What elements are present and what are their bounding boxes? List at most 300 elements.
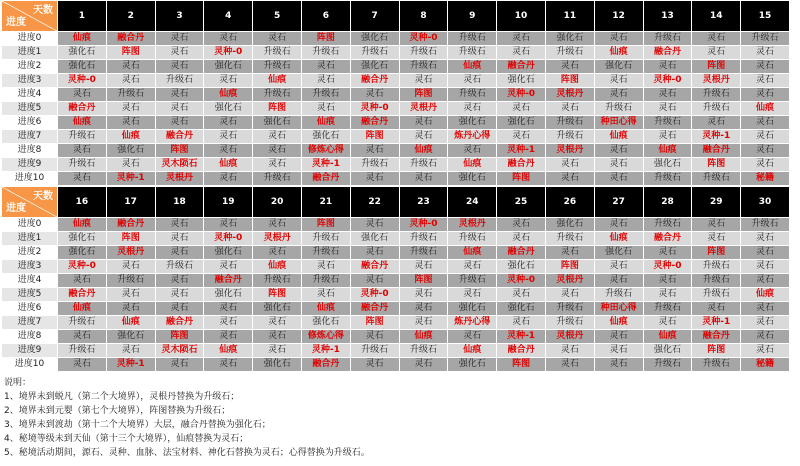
reward-cell: 灵石 — [399, 316, 448, 330]
reward-cell: 阵图 — [301, 218, 350, 232]
reward-cell: 阵图 — [497, 172, 546, 186]
table-row — [2, 316, 790, 330]
reward-cell: 融合丹 — [692, 144, 741, 158]
reward-cell: 升级石 — [399, 246, 448, 260]
reward-cell: 强化石 — [253, 116, 302, 130]
reward-cell: 灵石 — [643, 288, 692, 302]
reward-cell: 升级石 — [545, 316, 594, 330]
reward-cell: 升级石 — [106, 88, 155, 102]
progress-label: 进度9 — [2, 158, 58, 172]
reward-cell: 灵石 — [692, 46, 741, 60]
schedule-table-2 — [1, 186, 790, 372]
reward-cell: 灵石 — [545, 60, 594, 74]
reward-cell: 修炼心得 — [301, 144, 350, 158]
reward-cell: 强化石 — [545, 218, 594, 232]
reward-cell: 灵石 — [594, 260, 643, 274]
reward-cell: 升级石 — [253, 274, 302, 288]
reward-cell: 强化石 — [448, 302, 497, 316]
reward-cell: 升级石 — [692, 358, 741, 372]
reward-cell: 灵石 — [301, 288, 350, 302]
reward-cell: 灵石 — [301, 260, 350, 274]
reward-cell: 炼丹心得 — [448, 316, 497, 330]
reward-cell: 灵石 — [204, 358, 253, 372]
table-row — [2, 218, 790, 232]
table-row — [2, 32, 790, 46]
reward-cell: 融合丹 — [643, 232, 692, 246]
reward-cell: 仙痕 — [399, 330, 448, 344]
day-header: 12 — [594, 1, 643, 32]
reward-cell: 灵石 — [545, 344, 594, 358]
reward-cell: 灵木陨石 — [155, 158, 204, 172]
reward-cell: 强化石 — [204, 246, 253, 260]
day-header: 25 — [497, 187, 546, 218]
reward-cell: 灵石 — [497, 218, 546, 232]
reward-cell: 灵石 — [253, 218, 302, 232]
reward-cell: 灵石 — [594, 32, 643, 46]
reward-cell: 灵石 — [58, 88, 107, 102]
reward-cell: 灵种-1 — [692, 316, 741, 330]
reward-cell: 升级石 — [545, 232, 594, 246]
reward-cell: 灵石 — [497, 316, 546, 330]
reward-cell: 融合丹 — [497, 158, 546, 172]
progress-label: 进度0 — [2, 32, 58, 46]
reward-cell: 强化石 — [643, 344, 692, 358]
reward-cell: 阵图 — [253, 288, 302, 302]
day-header: 6 — [301, 1, 350, 32]
reward-cell: 灵石 — [106, 116, 155, 130]
reward-cell: 灵石 — [253, 32, 302, 46]
reward-cell: 升级石 — [399, 158, 448, 172]
note-line-4: 4、秘境等级未到天仙（第十三个大境界），仙痕替换为灵石； — [4, 434, 249, 444]
reward-cell: 灵根丹 — [106, 246, 155, 260]
reward-cell: 灵石 — [741, 274, 790, 288]
reward-cell: 融合丹 — [106, 32, 155, 46]
reward-cell: 灵根丹 — [399, 102, 448, 116]
reward-cell: 灵石 — [253, 344, 302, 358]
day-header: 20 — [253, 187, 302, 218]
reward-cell: 灵石 — [692, 32, 741, 46]
reward-cell: 仙痕 — [301, 116, 350, 130]
progress-label: 进度8 — [2, 330, 58, 344]
reward-cell: 灵石 — [643, 102, 692, 116]
reward-cell: 灵石 — [155, 274, 204, 288]
reward-cell: 升级石 — [545, 130, 594, 144]
reward-cell: 升级石 — [643, 172, 692, 186]
progress-label: 进度8 — [2, 144, 58, 158]
reward-cell: 灵石 — [399, 172, 448, 186]
note-line-2: 2、境界未到元婴（第七个大境界），阵图替换为升级石； — [4, 406, 231, 416]
reward-cell: 仙痕 — [399, 144, 448, 158]
reward-cell: 仙痕 — [58, 218, 107, 232]
reward-cell: 灵石 — [301, 60, 350, 74]
reward-cell: 灵种-0 — [643, 260, 692, 274]
reward-cell: 仙痕 — [204, 344, 253, 358]
reward-cell: 升级石 — [155, 260, 204, 274]
reward-cell: 灵石 — [399, 74, 448, 88]
reward-cell: 灵种-0 — [58, 260, 107, 274]
corner-header — [2, 1, 58, 32]
reward-cell: 升级石 — [545, 46, 594, 60]
reward-cell: 灵种-1 — [106, 172, 155, 186]
reward-cell: 升级石 — [692, 172, 741, 186]
reward-cell: 融合丹 — [497, 344, 546, 358]
reward-cell: 融合丹 — [350, 302, 399, 316]
reward-cell: 灵石 — [253, 158, 302, 172]
day-header: 19 — [204, 187, 253, 218]
reward-cell: 仙痕 — [594, 232, 643, 246]
reward-cell: 灵石 — [155, 88, 204, 102]
reward-cell: 灵种-0 — [350, 102, 399, 116]
reward-cell: 灵种-0 — [350, 288, 399, 302]
reward-cell: 升级石 — [448, 274, 497, 288]
reward-cell: 灵石 — [741, 116, 790, 130]
reward-cell: 秘籍 — [741, 358, 790, 372]
reward-cell: 灵石 — [741, 158, 790, 172]
reward-cell: 灵种-1 — [301, 344, 350, 358]
reward-cell: 强化石 — [301, 316, 350, 330]
reward-cell: 灵石 — [497, 102, 546, 116]
day-header: 29 — [692, 187, 741, 218]
reward-cell: 灵石 — [545, 102, 594, 116]
reward-cell: 升级石 — [399, 344, 448, 358]
reward-cell: 灵种-0 — [643, 74, 692, 88]
reward-cell: 炼丹心得 — [448, 130, 497, 144]
reward-cell: 灵石 — [692, 116, 741, 130]
reward-cell: 灵石 — [497, 46, 546, 60]
reward-cell: 仙痕 — [643, 330, 692, 344]
reward-cell: 强化石 — [545, 32, 594, 46]
reward-cell: 升级石 — [301, 46, 350, 60]
reward-cell: 灵石 — [155, 102, 204, 116]
day-header: 4 — [204, 1, 253, 32]
reward-cell: 灵石 — [350, 358, 399, 372]
reward-cell: 灵石 — [106, 344, 155, 358]
reward-cell: 灵种-1 — [497, 144, 546, 158]
day-header: 10 — [497, 1, 546, 32]
reward-cell: 仙痕 — [594, 130, 643, 144]
reward-cell: 灵石 — [399, 358, 448, 372]
reward-cell: 灵石 — [497, 130, 546, 144]
reward-cell: 灵石 — [545, 172, 594, 186]
reward-cell: 灵石 — [58, 358, 107, 372]
reward-cell: 阵图 — [350, 130, 399, 144]
reward-cell: 升级石 — [58, 316, 107, 330]
reward-cell: 灵根丹 — [692, 74, 741, 88]
progress-label: 进度1 — [2, 232, 58, 246]
reward-cell: 升级石 — [692, 274, 741, 288]
reward-cell: 阵图 — [399, 274, 448, 288]
reward-cell: 种田心得 — [594, 116, 643, 130]
reward-cell: 灵石 — [253, 246, 302, 260]
reward-cell: 升级石 — [301, 246, 350, 260]
reward-cell: 灵石 — [58, 172, 107, 186]
table-row — [2, 358, 790, 372]
reward-cell: 灵石 — [643, 88, 692, 102]
reward-cell: 灵石 — [545, 288, 594, 302]
progress-label: 进度2 — [2, 60, 58, 74]
reward-cell: 灵石 — [350, 144, 399, 158]
reward-cell: 升级石 — [253, 60, 302, 74]
reward-cell: 升级石 — [253, 172, 302, 186]
reward-cell: 融合丹 — [155, 130, 204, 144]
note-line-1: 1、境界未到蜕凡（第二个大境界），灵根丹替换为升级石； — [4, 392, 240, 402]
reward-cell: 升级石 — [350, 158, 399, 172]
reward-cell: 强化石 — [594, 60, 643, 74]
reward-cell: 强化石 — [350, 60, 399, 74]
reward-cell: 升级石 — [301, 274, 350, 288]
reward-cell: 灵石 — [497, 32, 546, 46]
reward-cell: 灵石 — [155, 288, 204, 302]
table-row — [2, 46, 790, 60]
reward-cell: 仙痕 — [253, 260, 302, 274]
reward-cell: 仙痕 — [106, 316, 155, 330]
reward-cell: 灵石 — [448, 144, 497, 158]
reward-cell: 融合丹 — [497, 246, 546, 260]
table-row — [2, 60, 790, 74]
day-header: 15 — [741, 1, 790, 32]
reward-cell: 阵图 — [155, 144, 204, 158]
reward-cell: 升级石 — [741, 32, 790, 46]
reward-cell: 升级石 — [58, 344, 107, 358]
progress-label: 进度9 — [2, 344, 58, 358]
reward-cell: 灵石 — [204, 302, 253, 316]
reward-cell: 强化石 — [497, 74, 546, 88]
reward-cell: 仙痕 — [253, 74, 302, 88]
reward-cell: 强化石 — [204, 60, 253, 74]
reward-cell: 强化石 — [58, 46, 107, 60]
reward-cell: 灵石 — [741, 246, 790, 260]
reward-cell: 灵种-0 — [204, 232, 253, 246]
reward-cell: 强化石 — [497, 302, 546, 316]
day-header: 18 — [155, 187, 204, 218]
progress-label: 进度3 — [2, 74, 58, 88]
notes-title: 说明： — [4, 378, 32, 388]
reward-cell: 灵石 — [399, 130, 448, 144]
progress-label: 进度6 — [2, 302, 58, 316]
reward-cell: 灵石 — [106, 158, 155, 172]
reward-cell: 仙痕 — [301, 302, 350, 316]
reward-cell: 升级石 — [448, 88, 497, 102]
reward-cell: 灵石 — [106, 74, 155, 88]
reward-cell: 灵石 — [106, 302, 155, 316]
reward-cell: 强化石 — [204, 288, 253, 302]
table-row — [2, 116, 790, 130]
table-row — [2, 232, 790, 246]
reward-cell: 仙痕 — [58, 116, 107, 130]
day-header: 5 — [253, 1, 302, 32]
reward-cell: 灵根丹 — [545, 274, 594, 288]
reward-cell: 强化石 — [106, 330, 155, 344]
reward-cell: 灵种-0 — [399, 218, 448, 232]
day-header: 13 — [643, 1, 692, 32]
reward-cell: 阵图 — [692, 158, 741, 172]
reward-cell: 融合丹 — [350, 116, 399, 130]
day-header: 24 — [448, 187, 497, 218]
progress-label: 进度4 — [2, 88, 58, 102]
reward-cell: 灵石 — [204, 144, 253, 158]
day-header: 16 — [58, 187, 107, 218]
reward-cell: 灵石 — [399, 116, 448, 130]
day-header: 9 — [448, 1, 497, 32]
day-header: 22 — [350, 187, 399, 218]
reward-cell: 阵图 — [106, 232, 155, 246]
reward-cell: 融合丹 — [204, 274, 253, 288]
day-header: 28 — [643, 187, 692, 218]
reward-cell: 融合丹 — [350, 260, 399, 274]
reward-cell: 灵石 — [204, 172, 253, 186]
reward-cell: 仙痕 — [58, 32, 107, 46]
day-header: 21 — [301, 187, 350, 218]
day-header: 14 — [692, 1, 741, 32]
reward-cell: 灵种-0 — [204, 46, 253, 60]
reward-cell: 灵石 — [253, 330, 302, 344]
progress-label: 进度2 — [2, 246, 58, 260]
reward-cell: 灵石 — [594, 274, 643, 288]
reward-cell: 灵种-1 — [497, 330, 546, 344]
reward-cell: 灵石 — [448, 330, 497, 344]
reward-cell: 升级石 — [253, 88, 302, 102]
reward-cell: 灵根丹 — [155, 172, 204, 186]
reward-cell: 灵石 — [448, 102, 497, 116]
reward-cell: 灵石 — [204, 260, 253, 274]
reward-cell: 灵石 — [399, 260, 448, 274]
table-row — [2, 130, 790, 144]
reward-cell: 灵石 — [741, 302, 790, 316]
progress-label: 进度10 — [2, 358, 58, 372]
reward-cell: 灵石 — [399, 288, 448, 302]
reward-cell: 灵石 — [301, 74, 350, 88]
reward-cell: 阵图 — [692, 344, 741, 358]
table-row — [2, 158, 790, 172]
reward-cell: 升级石 — [545, 302, 594, 316]
reward-cell: 阵图 — [497, 358, 546, 372]
reward-cell: 融合丹 — [106, 218, 155, 232]
reward-cell: 灵石 — [594, 144, 643, 158]
table-row — [2, 288, 790, 302]
reward-cell: 强化石 — [350, 232, 399, 246]
reward-cell: 灵石 — [594, 218, 643, 232]
reward-cell: 灵根丹 — [448, 218, 497, 232]
reward-cell: 仙痕 — [741, 102, 790, 116]
progress-label: 进度6 — [2, 116, 58, 130]
reward-cell: 灵石 — [594, 158, 643, 172]
day-header-row — [2, 187, 790, 218]
reward-cell: 灵石 — [106, 288, 155, 302]
reward-cell: 秘籍 — [741, 172, 790, 186]
day-header: 27 — [594, 187, 643, 218]
corner-label-progress: 进度 — [6, 17, 26, 28]
reward-cell: 强化石 — [448, 116, 497, 130]
reward-cell: 灵石 — [692, 232, 741, 246]
reward-cell: 融合丹 — [58, 102, 107, 116]
reward-cell: 灵种-0 — [58, 74, 107, 88]
reward-cell: 灵石 — [204, 218, 253, 232]
reward-cell: 灵石 — [741, 330, 790, 344]
reward-cell: 灵石 — [155, 60, 204, 74]
reward-cell: 灵种-0 — [497, 274, 546, 288]
reward-cell: 仙痕 — [204, 88, 253, 102]
reward-cell: 升级石 — [692, 288, 741, 302]
reward-cell: 升级石 — [58, 130, 107, 144]
reward-cell: 灵石 — [155, 246, 204, 260]
reward-cell: 灵石 — [741, 60, 790, 74]
day-header: 11 — [545, 1, 594, 32]
day-header: 26 — [545, 187, 594, 218]
table-row — [2, 102, 790, 116]
reward-cell: 灵石 — [253, 316, 302, 330]
reward-cell: 阵图 — [399, 88, 448, 102]
day-header: 7 — [350, 1, 399, 32]
reward-cell: 强化石 — [58, 232, 107, 246]
reward-cell: 灵石 — [545, 246, 594, 260]
reward-cell: 灵种-0 — [497, 88, 546, 102]
reward-cell: 灵木陨石 — [155, 344, 204, 358]
reward-cell: 升级石 — [350, 46, 399, 60]
reward-cell: 强化石 — [497, 116, 546, 130]
corner-label-days: 天数 — [33, 5, 53, 16]
reward-cell: 灵石 — [448, 74, 497, 88]
reward-cell: 升级石 — [545, 116, 594, 130]
reward-cell: 仙痕 — [448, 158, 497, 172]
reward-cell: 仙痕 — [643, 144, 692, 158]
reward-cell: 灵石 — [204, 32, 253, 46]
reward-cell: 阵图 — [253, 102, 302, 116]
reward-cell: 融合丹 — [58, 288, 107, 302]
reward-cell: 强化石 — [204, 102, 253, 116]
reward-cell: 仙痕 — [58, 302, 107, 316]
reward-cell: 灵根丹 — [253, 232, 302, 246]
progress-label: 进度5 — [2, 102, 58, 116]
reward-cell: 灵石 — [253, 130, 302, 144]
reward-cell: 强化石 — [594, 246, 643, 260]
reward-cell: 升级石 — [399, 46, 448, 60]
reward-cell: 灵石 — [253, 144, 302, 158]
table-row — [2, 260, 790, 274]
reward-cell: 灵根丹 — [545, 144, 594, 158]
corner-label-progress: 进度 — [6, 203, 26, 214]
reward-cell: 阵图 — [692, 60, 741, 74]
reward-cell: 仙痕 — [106, 130, 155, 144]
table-row — [2, 144, 790, 158]
day-header: 3 — [155, 1, 204, 32]
reward-cell: 升级石 — [155, 74, 204, 88]
reward-cell: 灵石 — [741, 344, 790, 358]
reward-cell: 升级石 — [448, 232, 497, 246]
reward-cell: 升级石 — [692, 260, 741, 274]
reward-cell: 融合丹 — [301, 172, 350, 186]
reward-cell: 仙痕 — [448, 60, 497, 74]
table-row — [2, 74, 790, 88]
reward-cell: 灵石 — [204, 330, 253, 344]
reward-cell: 融合丹 — [692, 330, 741, 344]
reward-cell: 阵图 — [350, 316, 399, 330]
reward-cell: 灵石 — [204, 316, 253, 330]
notes-section — [4, 376, 800, 460]
reward-cell: 升级石 — [643, 116, 692, 130]
reward-cell: 灵石 — [497, 288, 546, 302]
reward-cell: 灵石 — [448, 288, 497, 302]
progress-label: 进度1 — [2, 46, 58, 60]
reward-cell: 灵石 — [301, 102, 350, 116]
reward-cell: 升级石 — [643, 218, 692, 232]
reward-cell: 灵石 — [594, 330, 643, 344]
reward-cell: 灵石 — [741, 316, 790, 330]
reward-cell: 灵种-1 — [692, 130, 741, 144]
reward-cell: 升级石 — [643, 32, 692, 46]
reward-cell: 强化石 — [301, 130, 350, 144]
reward-cell: 融合丹 — [155, 316, 204, 330]
reward-cell: 灵石 — [58, 274, 107, 288]
